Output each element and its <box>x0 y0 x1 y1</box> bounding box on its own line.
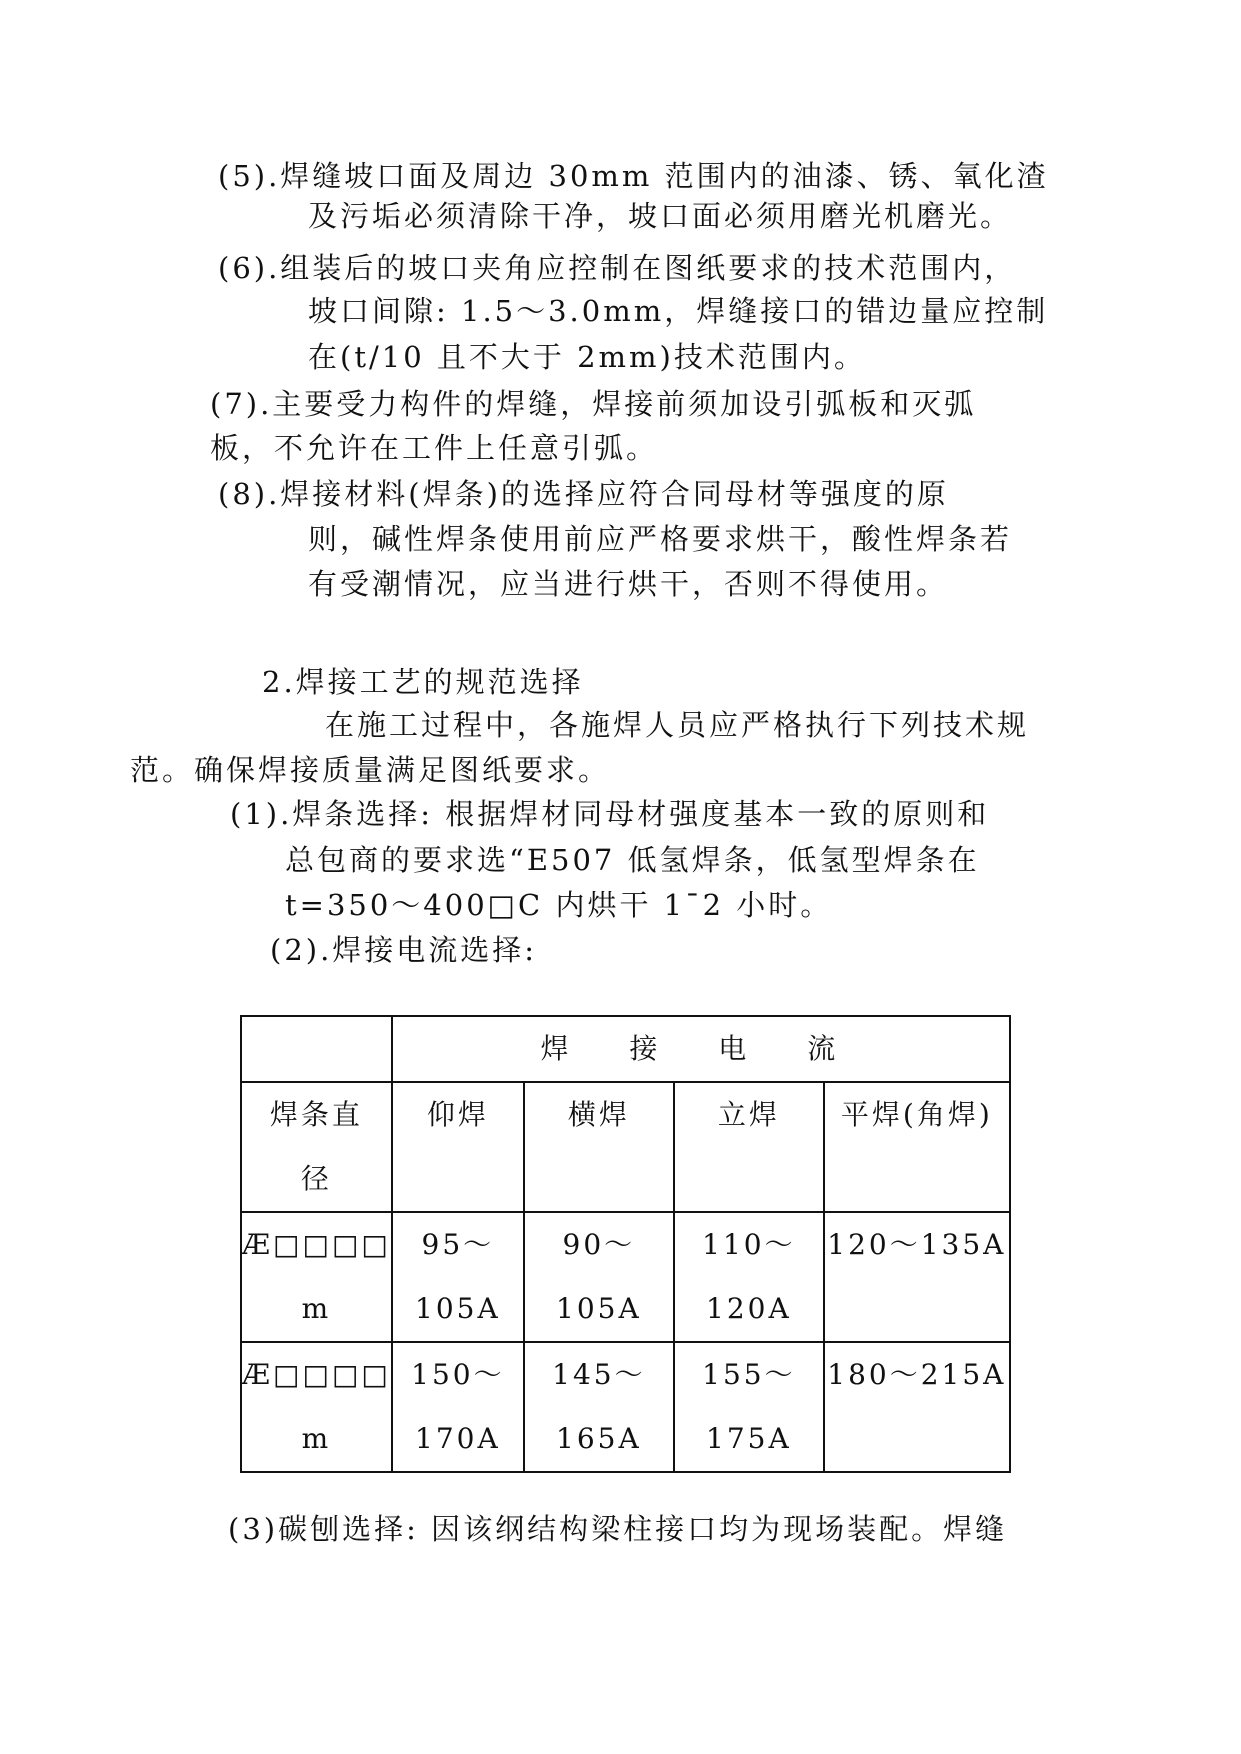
overhead-label: 仰焊 <box>426 1098 489 1131</box>
overhead-current-cell <box>392 1342 524 1472</box>
horizontal-current-cell <box>524 1342 674 1472</box>
item-6-line-2: 坡口间隙: 1.5～3.0mm，焊缝接口的错边量应控制 <box>308 294 1049 328</box>
diameter-value-line-2: m <box>301 1292 332 1325</box>
flat-label: 平焊(角焊) <box>840 1098 993 1131</box>
table-header-row <box>241 1016 1010 1082</box>
table-row <box>241 1342 1010 1472</box>
item-3-line-1: (3)碳刨选择: 因该纲结构梁柱接口均为现场装配。焊缝 <box>228 1512 1008 1546</box>
horizontal-label-cell <box>524 1082 674 1212</box>
flat-current-cell <box>824 1342 1010 1472</box>
vertical-current-cell <box>674 1212 824 1342</box>
section-2-line-1: 在施工过程中，各施焊人员应严格执行下列技术规 <box>325 708 1030 742</box>
diameter-label-line-1: 焊条直 <box>269 1098 363 1131</box>
section-2-title: 2.焊接工艺的规范选择 <box>262 665 584 699</box>
vertical-current-cell <box>674 1342 824 1472</box>
overhead-current-cell <box>392 1212 524 1342</box>
table-row <box>241 1212 1010 1342</box>
vertical-label: 立焊 <box>717 1098 780 1131</box>
overhead-current-line-1: 150～ <box>411 1358 505 1391</box>
overhead-current-line-2: 105A <box>415 1292 501 1325</box>
vertical-current-line-1: 155～ <box>702 1358 796 1391</box>
overhead-current-line-2: 170A <box>415 1422 501 1455</box>
item-1-line-3: t=350～400□C 内烘干 1¯2 小时。 <box>285 888 833 922</box>
horizontal-current-line-1: 90～ <box>562 1228 636 1261</box>
vertical-current-line-2: 120A <box>706 1292 792 1325</box>
welding-current-table <box>240 1015 1011 1473</box>
vertical-current-line-1: 110～ <box>702 1228 796 1261</box>
item-7-line-2: 板，不允许在工件上任意引弧。 <box>210 431 659 465</box>
table-column-label-row <box>241 1082 1010 1212</box>
diameter-value-line-1: Æ□□□□ <box>242 1358 391 1391</box>
diameter-cell <box>241 1212 392 1342</box>
horizontal-current-line-2: 165A <box>556 1422 642 1455</box>
flat-current-cell <box>824 1212 1010 1342</box>
item-6-line-1: (6).组装后的坡口夹角应控制在图纸要求的技术范围内， <box>218 251 1017 285</box>
item-6-line-3: 在(t/10 且不大于 2mm)技术范围内。 <box>308 340 866 374</box>
vertical-label-cell <box>674 1082 824 1212</box>
section-2-line-2: 范。确保焊接质量满足图纸要求。 <box>130 753 611 787</box>
diameter-label-line-2: 径 <box>300 1162 332 1195</box>
flat-label-cell <box>824 1082 1010 1212</box>
table-header-cell <box>392 1016 1010 1082</box>
horizontal-current-line-1: 145～ <box>552 1358 646 1391</box>
flat-current: 180～215A <box>827 1358 1007 1391</box>
diameter-label-cell <box>241 1082 392 1212</box>
horizontal-current-line-2: 105A <box>556 1292 642 1325</box>
item-5-line-2: 及污垢必须清除干净，坡口面必须用磨光机磨光。 <box>308 199 1013 233</box>
overhead-current-line-1: 95～ <box>421 1228 495 1261</box>
flat-current: 120～135A <box>827 1228 1007 1261</box>
item-8-line-1: (8).焊接材料(焊条)的选择应符合同母材等强度的原 <box>218 477 949 511</box>
item-5-line-1: (5).焊缝坡口面及周边 30mm 范围内的油漆、锈、氧化渣 <box>218 159 1049 193</box>
diameter-value-line-1: Æ□□□□ <box>242 1228 391 1261</box>
item-1-line-1: (1).焊条选择: 根据焊材同母材强度基本一致的原则和 <box>230 797 990 831</box>
overhead-label-cell <box>392 1082 524 1212</box>
diameter-cell <box>241 1342 392 1472</box>
welding-current-heading: 焊 接 电 流 <box>540 1032 862 1065</box>
item-2-line-1: (2).焊接电流选择: <box>270 933 538 967</box>
diameter-value-line-2: m <box>301 1422 332 1455</box>
item-1-line-2: 总包商的要求选“E507 低氢焊条，低氢型焊条在 <box>285 843 980 877</box>
item-8-line-2: 则，碱性焊条使用前应严格要求烘干，酸性焊条若 <box>308 522 1013 556</box>
item-8-line-3: 有受潮情况，应当进行烘干，否则不得使用。 <box>308 567 949 601</box>
item-7-line-1: (7).主要受力构件的焊缝，焊接前须加设引弧板和灭弧 <box>210 387 977 421</box>
vertical-current-line-2: 175A <box>706 1422 792 1455</box>
horizontal-current-cell <box>524 1212 674 1342</box>
table-corner-cell <box>241 1016 392 1082</box>
horizontal-label: 横焊 <box>567 1098 630 1131</box>
